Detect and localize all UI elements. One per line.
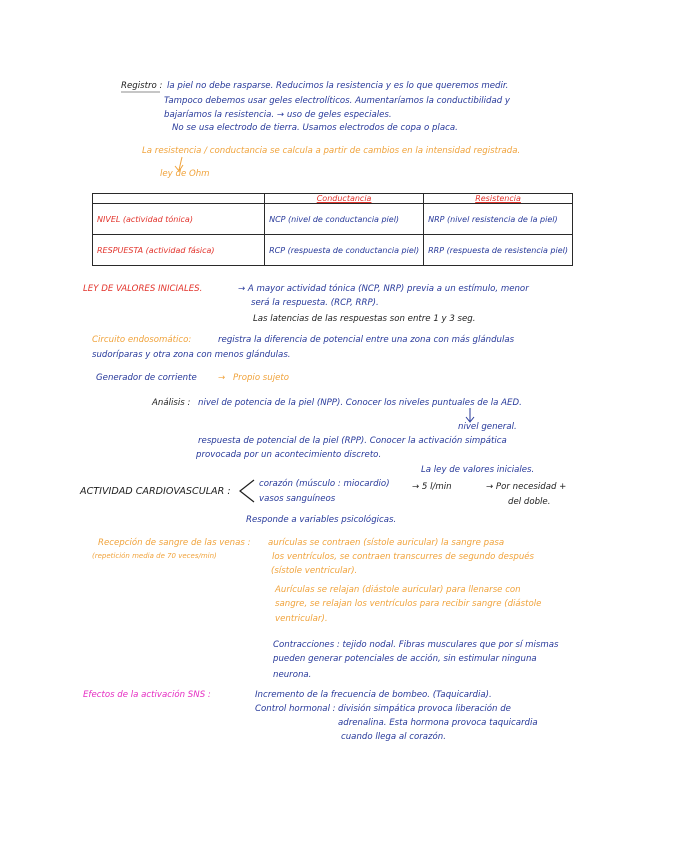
recepcion-p1-line-1: aurículas se contraen (sístole auricular) la sangre pasa — [268, 538, 505, 548]
generador-label: Generador de corriente — [96, 373, 197, 383]
circuito-line-2: sudoríparas y otra zona con menos glándulas. — [92, 350, 291, 360]
latencias-text: Las latencias de las respuestas son entre 1 y 3 seg. — [253, 314, 476, 324]
cardio-title: ACTIVIDAD CARDIOVASCULAR : — [80, 486, 231, 497]
generador-arrow: → — [218, 373, 226, 383]
cardio-need: → Por necesidad + — [486, 482, 567, 492]
cardio-rate: → 5 l/min — [412, 482, 452, 492]
analisis-down-arrow — [466, 408, 474, 422]
recepcion-p3-line-3: neurona. — [273, 670, 312, 680]
recepcion-p2-line-3: ventricular). — [275, 614, 328, 624]
registro-line-3: bajaríamos la resistencia. → uso de geles especiales. — [164, 110, 392, 120]
table-cell: NRP (nivel resistencia de la piel) — [424, 204, 573, 235]
formula-law: ley de Ohm — [160, 169, 210, 179]
analisis-line-2: respuesta de potencial de la piel (RPP). Conocer la activación simpática — [198, 436, 507, 446]
recepcion-p2-line-2: sangre, se relajan los ventrículos para recibir sangre (diástole — [275, 599, 542, 609]
registro-line-1: la piel no debe rasparse. Reducimos la resistencia y es lo que queremos medir. — [167, 81, 509, 91]
cardio-brace — [240, 480, 254, 502]
recepcion-label: Recepción de sangre de las venas : — [98, 538, 251, 548]
table-header-resistencia: Resistencia — [424, 194, 573, 204]
circuito-label: Circuito endosomático: — [92, 335, 192, 345]
recepcion-p2-line-1: Aurículas se relajan (diástole auricular) para llenarse con — [275, 585, 521, 595]
recepcion-p1-line-2: los ventrículos, se contraen transcurres de segundo después — [272, 552, 535, 562]
table-cell: RCP (respuesta de conductancia piel) — [265, 235, 424, 266]
registro-line-2: Tampoco debemos usar geles electrolíticos. Aumentaríamos la conductibilidad y — [164, 96, 511, 106]
ley-valores-line-1: → A mayor actividad tónica (NCP, NRP) previa a un estímulo, menor — [238, 284, 529, 294]
efectos-line-4: cuando llega al corazón. — [341, 732, 446, 742]
efectos-line-3: adrenalina. Esta hormona provoca taquicardia — [338, 718, 538, 728]
ley-valores-title: LEY DE VALORES INICIALES. — [83, 284, 203, 294]
efectos-label: Efectos de la activación SNS : — [83, 690, 211, 700]
table-row-label: RESPUESTA (actividad fásica) — [93, 235, 265, 266]
recepcion-p3-line-1: Contracciones : tejido nodal. Fibras musculares que por sí mismas — [273, 640, 559, 650]
ley-valores-line-2: será la respuesta. (RCP, RRP). — [251, 298, 379, 308]
table-cell: RRP (respuesta de resistencia piel) — [424, 235, 573, 266]
analisis-ley: La ley de valores iniciales. — [421, 465, 535, 475]
table-header-conductancia: Conductancia — [265, 194, 424, 204]
analisis-label: Análisis : — [152, 398, 191, 408]
efectos-line-1: Incremento de la frecuencia de bombeo. (Taquicardia). — [255, 690, 492, 700]
efectos-control: Control hormonal : — [255, 704, 336, 714]
cardio-item-1: corazón (músculo : miocardio) — [259, 479, 390, 489]
formula-down-arrow — [175, 157, 183, 171]
formula-text: La resistencia / conductancia se calcula a partir de cambios en la intensidad registrada. — [142, 146, 521, 156]
table-cell: NCP (nivel de conductancia piel) — [265, 204, 424, 235]
circuito-line-1: registra la diferencia de potencial entre una zona con más glándulas — [218, 335, 515, 345]
analisis-note: nivel general. — [458, 422, 517, 432]
generador-value: Propio sujeto — [233, 373, 290, 383]
recepcion-p1-line-3: (sístole ventricular). — [271, 566, 358, 576]
cardio-responde: Responde a variables psicológicas. — [246, 515, 397, 525]
recepcion-sub: (repetición media de 70 veces/min) — [92, 552, 217, 560]
recepcion-p3-line-2: pueden generar potenciales de acción, sin estimular ninguna — [273, 654, 537, 664]
registro-line-4: No se usa electrodo de tierra. Usamos electrodos de copa o placa. — [172, 123, 458, 133]
analisis-line-3: provocada por un acontecimiento discreto. — [196, 450, 382, 460]
cardio-need-2: del doble. — [508, 497, 551, 507]
analisis-line-1: nivel de potencia de la piel (NPP). Conocer los niveles puntuales de la AED. — [198, 398, 522, 408]
table-row-label: NIVEL (actividad tónica) — [93, 204, 265, 235]
efectos-line-2: división simpática provoca liberación de — [338, 704, 511, 714]
cardio-item-2: vasos sanguíneos — [259, 494, 336, 504]
registro-label: Registro : — [121, 81, 163, 91]
